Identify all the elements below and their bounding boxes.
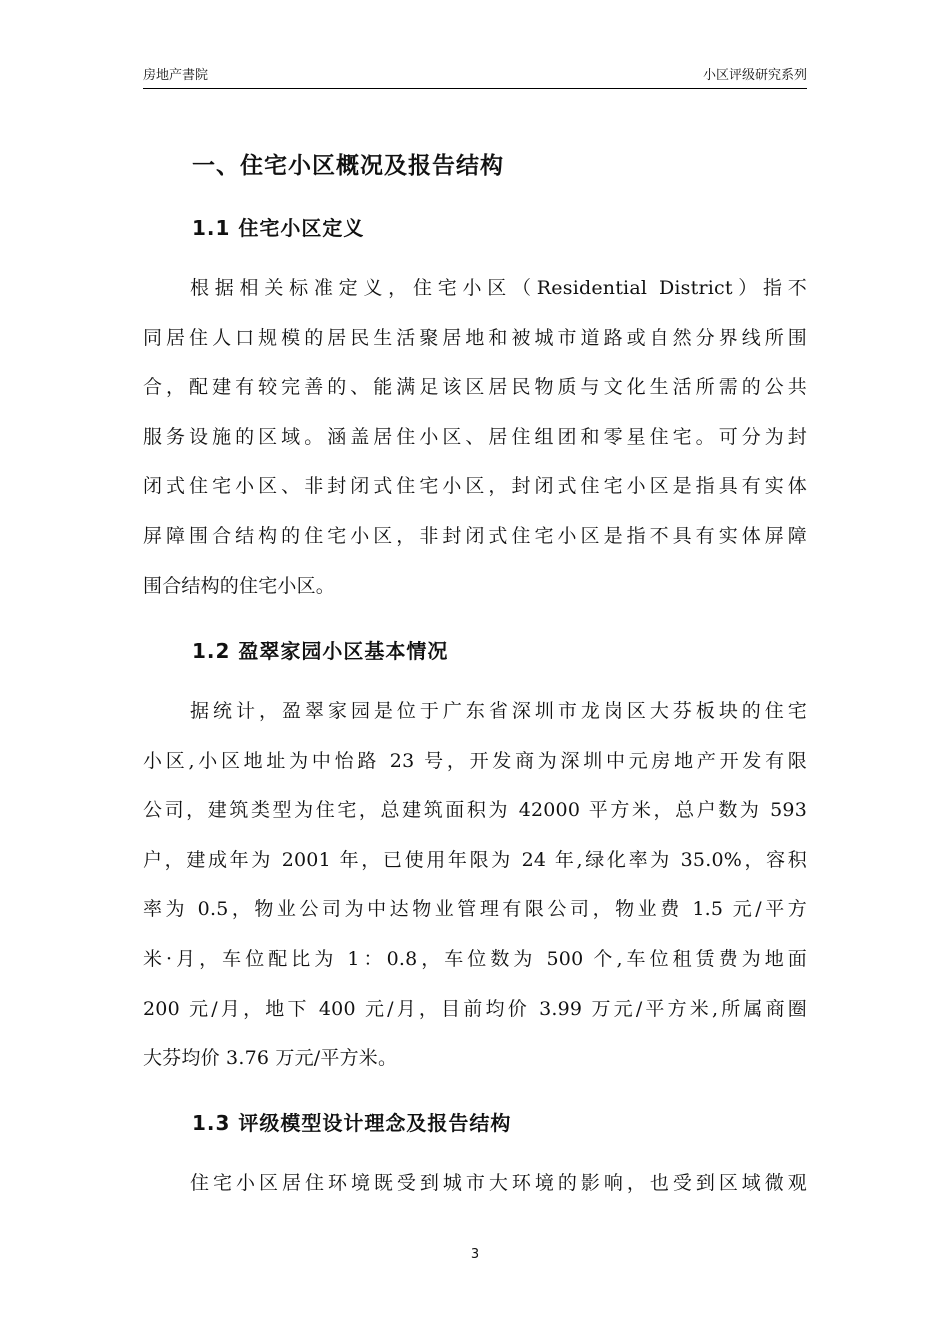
header-publisher: 房地产書院 [143,68,209,83]
section-title: 一、住宅小区概况及报告结构 [192,153,504,179]
paragraph-line: 米·月，车位配比为 1：0.8，车位数为 500 个,车位租赁费为地面 [143,947,807,970]
paragraph-line: 200 元/月，地下 400 元/月，目前均价 3.99 万元/平方米,所属商圈 [143,997,807,1020]
paragraph-1-1 [143,264,807,611]
paragraph-line: 据统计，盈翠家园是位于广东省深圳市龙岗区大芬板块的住宅 [190,700,807,722]
paragraph-line: 住宅小区居住环境既受到城市大环境的影响，也受到区域微观 [190,1172,807,1194]
paragraph-line: 闭式住宅小区、非封闭式住宅小区，封闭式住宅小区是指具有实体 [143,475,807,498]
page-number: 3 [470,1247,480,1262]
paragraph-line: 合，配建有较完善的、能满足该区居民物质与文化生活所需的公共 [143,376,807,399]
heading-1-3: 1.3 评级模型设计理念及报告结构 [192,1111,512,1135]
paragraph-line: 服务设施的区域。涵盖居住小区、居住组团和零星住宅。可分为封 [143,425,807,448]
paragraph-1-3 [143,1159,807,1209]
paragraph-line: 公司，建筑类型为住宅，总建筑面积为 42000 平方米，总户数为 593 [143,799,807,822]
page-header [143,66,807,89]
paragraph-line: 屏障围合结构的住宅小区，非封闭式住宅小区是指不具有实体屏障 [143,524,807,547]
paragraph-line: 率为 0.5，物业公司为中达物业管理有限公司，物业费 1.5 元/平方 [143,898,807,921]
paragraph-line: 同居住人口规模的居民生活聚居地和被城市道路或自然分界线所围 [143,326,807,349]
heading-1-2: 1.2 盈翠家园小区基本情况 [192,639,449,663]
paragraph-line: 根据相关标准定义，住宅小区（Residential District）指不 [190,277,807,299]
paragraph-line: 围合结构的住宅小区。 [143,574,336,597]
paragraph-1-2 [143,687,807,1084]
header-series-title: 小区评级研究系列 [702,68,807,83]
paragraph-line: 大芬均价 3.76 万元/平方米。 [143,1047,398,1070]
paragraph-line: 户，建成年为 2001 年，已使用年限为 24 年,绿化率为 35.0%，容积 [143,848,807,871]
heading-1-1: 1.1 住宅小区定义 [192,216,365,240]
paragraph-line: 小区,小区地址为中怡路 23 号，开发商为深圳中元房地产开发有限 [143,749,807,772]
